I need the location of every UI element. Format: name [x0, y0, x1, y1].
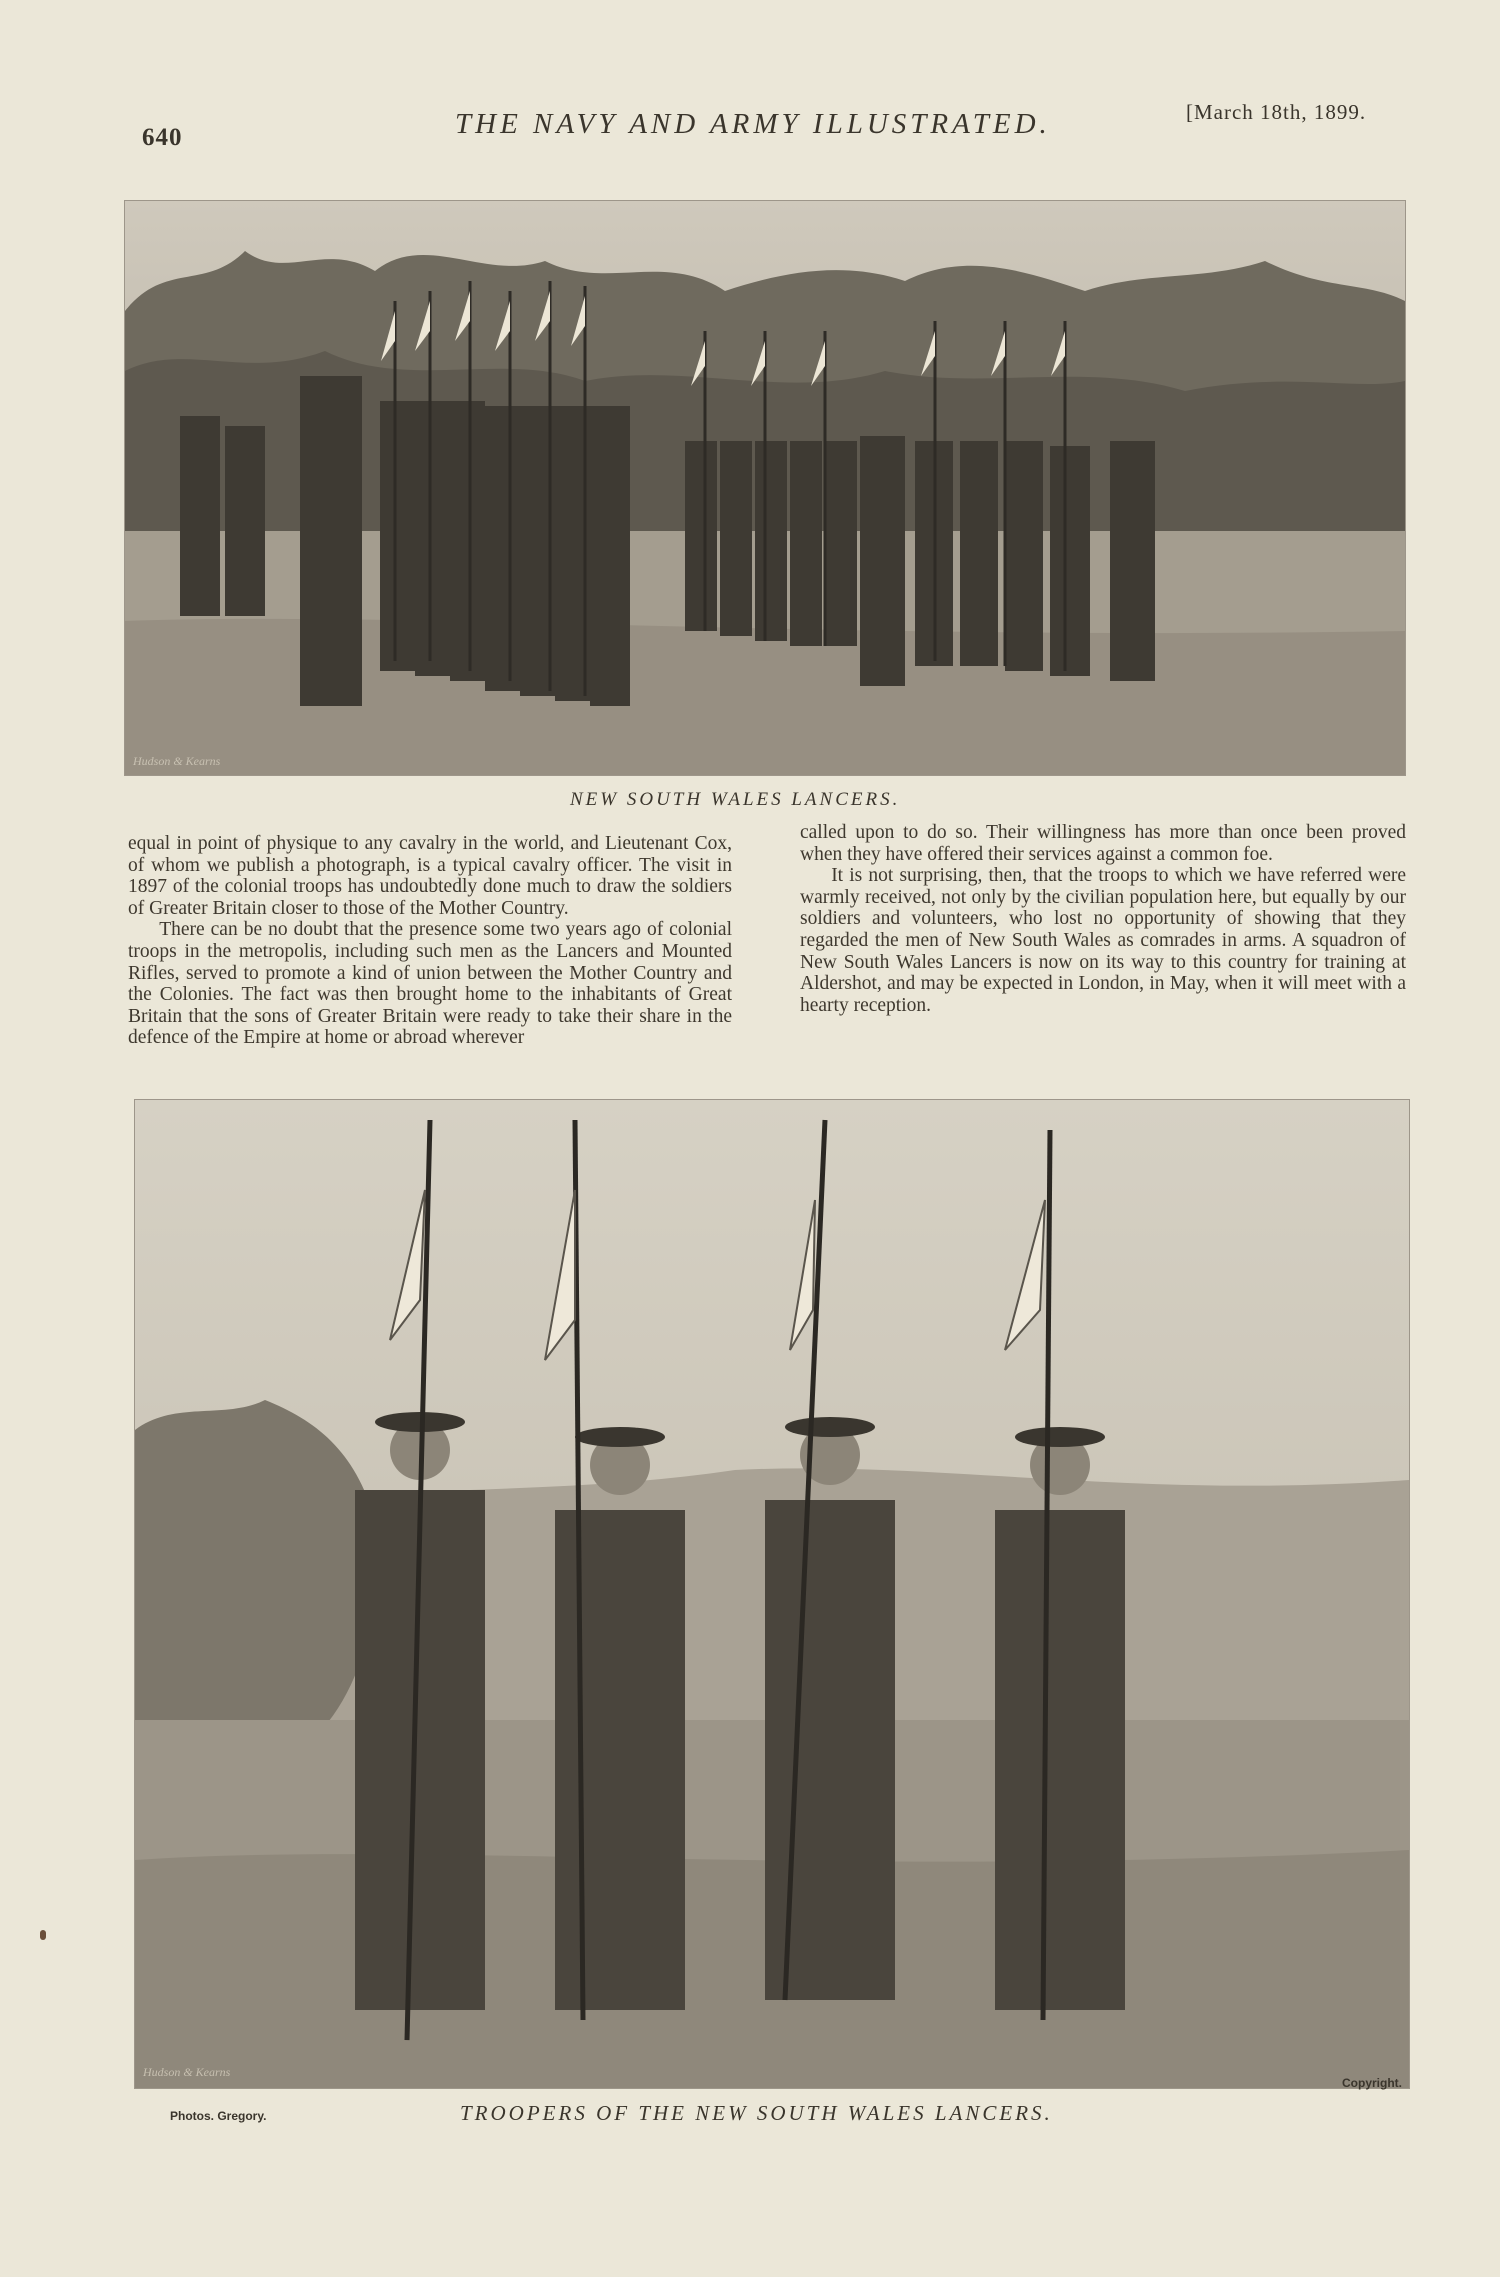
troopers-photo [134, 1099, 1410, 2089]
engraver-mark-bottom: Hudson & Kearns [143, 2065, 231, 2079]
article-paragraph: called upon to do so. Their willingness has more than once been proved when they have offered their services against a common foe. [800, 822, 1406, 865]
copyright-notice: Copyright. [1342, 2076, 1402, 2090]
page-number: 640 [142, 124, 183, 151]
article-right-column [800, 822, 1406, 1016]
photo-credit: Photos. Gregory. [170, 2109, 267, 2123]
bottom-photo-caption: TROOPERS OF THE NEW SOUTH WALES LANCERS. [460, 2101, 1053, 2125]
article-left-column [128, 833, 732, 1049]
article-paragraph: equal in point of physique to any cavalry in the world, and Lieutenant Cox, of whom we publish a photograph, is a typical cavalry officer. The visit in 1897 of the colonial troops has undoubtedly done much to draw the soldiers of Greater Britain closer to those of the Mother Country. [128, 833, 732, 919]
margin-stain [40, 1930, 46, 1940]
lancers-group-photo [124, 200, 1406, 776]
top-photo-caption: NEW SOUTH WALES LANCERS. [570, 789, 901, 810]
article-paragraph: It is not surprising, then, that the troops to which we have referred were warmly received, not only by the civilian population here, but equally by our soldiers and volunteers, who lost no opportunity of showing that they regarded the men of New South Wales as comrades in arms. A squadron of New South Wales Lancers is now on its way to this country for training at Aldershot, and may be expected in London, in May, when it will meet with a hearty reception. [800, 865, 1406, 1016]
engraver-mark-top: Hudson & Kearns [133, 754, 221, 768]
article-paragraph: There can be no doubt that the presence some two years ago of colonial troops in the metropolis, including such men as the Lancers and Mounted Rifles, served to promote a kind of union between the Mother Country and the Colonies. The fact was then brought home to the inhabitants of Great Britain that the sons of Greater Britain were ready to take their share in the defence of the Empire at home or abroad wherever [128, 919, 732, 1049]
masthead-title: THE NAVY AND ARMY ILLUSTRATED. [455, 108, 1051, 140]
issue-date: [March 18th, 1899. [1186, 100, 1367, 124]
